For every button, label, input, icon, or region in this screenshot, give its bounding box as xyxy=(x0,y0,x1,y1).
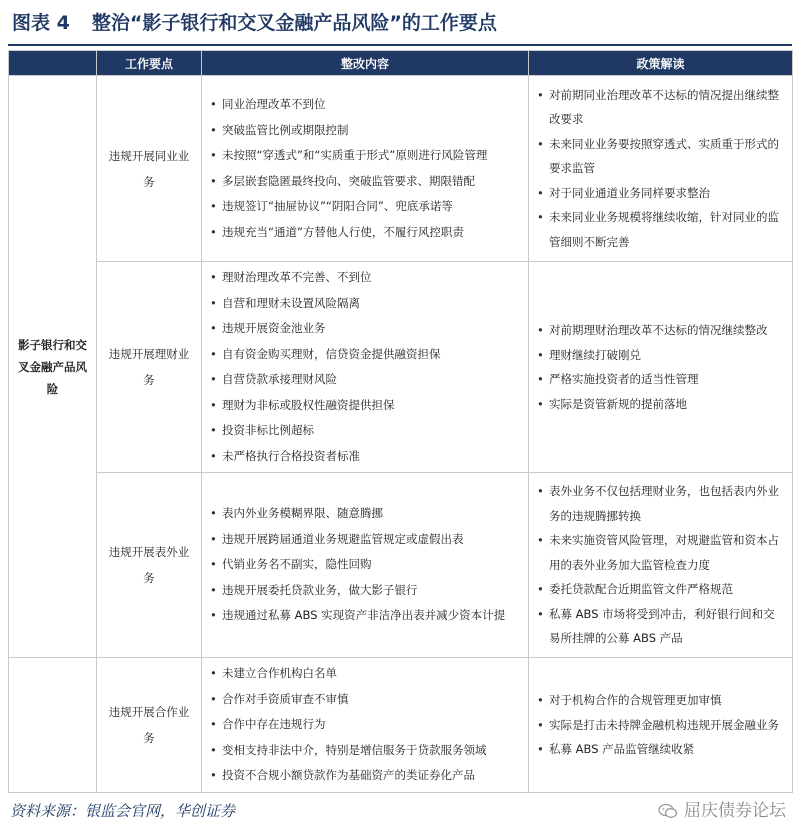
list-item: • 合作中存在违规行为 xyxy=(208,712,522,738)
table-row xyxy=(9,76,793,262)
list-item: • 未来同业业务要按照穿透式、实质重于形式的要求监管 xyxy=(535,132,786,181)
list-item: • 代销业务名不副实，隐性回购 xyxy=(208,552,522,578)
list-item: • 严格实施投资者的适当性管理 xyxy=(535,367,786,392)
risk-area-cell-empty xyxy=(9,658,97,793)
title-divider xyxy=(8,44,792,46)
policy-list xyxy=(535,318,786,416)
work-point-cell: 违规开展理财业务 xyxy=(97,262,202,473)
figure-label: 图表 4 xyxy=(12,12,70,34)
list-item: • 突破监管比例或期限控制 xyxy=(208,118,522,144)
list-item: • 对前期同业治理改革不达标的情况提出继续整改要求 xyxy=(535,83,786,132)
list-item: • 委托贷款配合近期监管文件严格规范 xyxy=(535,577,786,602)
list-item: • 自营贷款承接理财风险 xyxy=(208,367,522,393)
header-work-points: 工作要点 xyxy=(97,51,202,76)
list-item: • 自营和理财未设置风险隔离 xyxy=(208,291,522,317)
rectification-content-cell xyxy=(202,473,529,658)
work-point-cell: 违规开展合作业务 xyxy=(97,658,202,793)
list-item: • 理财为非标或股权性融资提供担保 xyxy=(208,393,522,419)
table-row xyxy=(9,658,793,793)
figure-title xyxy=(12,8,497,38)
list-item: • 违规开展跨届通道业务规避监管规定或虚假出表 xyxy=(208,527,522,553)
rectification-content-cell xyxy=(202,658,529,793)
watermark xyxy=(658,797,786,825)
list-item: • 未来同业业务规模将继续收缩，针对同业的监管细则不断完善 xyxy=(535,205,786,254)
list-item: • 同业治理改革不到位 xyxy=(208,92,522,118)
table-header-row xyxy=(9,51,793,76)
list-item: • 自有资金购买理财，信贷资金提供融资担保 xyxy=(208,342,522,368)
work-point-cell: 违规开展同业业务 xyxy=(97,76,202,262)
rectification-content-cell xyxy=(202,262,529,473)
policy-interpretation-cell xyxy=(529,76,793,262)
policy-interpretation-cell xyxy=(529,473,793,658)
risk-area-cell: 影子银行和交叉金融产品风险 xyxy=(9,76,97,658)
list-item: • 未按照“穿透式”和“实质重于形式”原则进行风险管理 xyxy=(208,143,522,169)
list-item: • 私募 ABS 产品监管继续收紧 xyxy=(535,737,786,762)
list-item: • 对于机构合作的合规管理更加审慎 xyxy=(535,688,786,713)
key-points-table xyxy=(8,50,793,793)
list-item: • 违规充当“通道”方替他人行使，不履行风控职责 xyxy=(208,220,522,246)
list-item: • 多层嵌套隐匿最终投向、突破监管要求、期限错配 xyxy=(208,169,522,195)
header-area xyxy=(9,51,97,76)
list-item: • 合作对手资质审查不审慎 xyxy=(208,687,522,713)
policy-list xyxy=(535,688,786,762)
wechat-icon xyxy=(658,803,678,819)
figure-title-text: 整治“影子银行和交叉金融产品风险”的工作要点 xyxy=(91,12,497,34)
list-item: • 投资不合规小额贷款作为基础资产的类证券化产品 xyxy=(208,763,522,789)
list-item: • 违规通过私募 ABS 实现资产非洁净出表并减少资本计提 xyxy=(208,603,522,629)
header-policy-interpretation: 政策解读 xyxy=(529,51,793,76)
rectification-content-cell xyxy=(202,76,529,262)
list-item: • 实际是资管新规的提前落地 xyxy=(535,392,786,417)
policy-list xyxy=(535,83,786,255)
list-item: • 未来实施资管风险管理，对规避监管和资本占用的表外业务加大监管检查力度 xyxy=(535,528,786,577)
list-item: • 违规开展委托贷款业务，做大影子银行 xyxy=(208,578,522,604)
rectification-list xyxy=(208,501,522,629)
list-item: • 表内外业务模糊界限、随意腾挪 xyxy=(208,501,522,527)
list-item: • 未严格执行合格投资者标准 xyxy=(208,444,522,470)
list-item: • 变相支持非法中介，特别是增信服务于贷款服务领域 xyxy=(208,738,522,764)
rectification-list xyxy=(208,661,522,789)
list-item: • 对前期理财治理改革不达标的情况继续整改 xyxy=(535,318,786,343)
list-item: • 违规签订“抽屉协议”“阴阳合同”、兜底承诺等 xyxy=(208,194,522,220)
policy-interpretation-cell xyxy=(529,262,793,473)
work-point-cell: 违规开展表外业务 xyxy=(97,473,202,658)
list-item: • 违规开展资金池业务 xyxy=(208,316,522,342)
table-row xyxy=(9,262,793,473)
header-rectification-content: 整改内容 xyxy=(202,51,529,76)
policy-list xyxy=(535,479,786,651)
list-item: • 理财治理改革不完善、不到位 xyxy=(208,265,522,291)
list-item: • 投资非标比例超标 xyxy=(208,418,522,444)
source-note: 资料来源：银监会官网，华创证券 xyxy=(10,802,236,820)
rectification-list xyxy=(208,92,522,245)
list-item: • 私募 ABS 市场将受到冲击，利好银行间和交易所挂牌的公募 ABS 产品 xyxy=(535,602,786,651)
rectification-list xyxy=(208,265,522,469)
list-item: • 未建立合作机构白名单 xyxy=(208,661,522,687)
policy-interpretation-cell xyxy=(529,658,793,793)
list-item: • 理财继续打破刚兑 xyxy=(535,343,786,368)
list-item: • 对于同业通道业务同样要求整治 xyxy=(535,181,786,206)
watermark-text: 屈庆债券论坛 xyxy=(684,801,786,821)
list-item: • 实际是打击未持牌金融机构违规开展金融业务 xyxy=(535,713,786,738)
list-item: • 表外业务不仅包括理财业务，也包括表内外业务的违规腾挪转换 xyxy=(535,479,786,528)
table-row xyxy=(9,473,793,658)
